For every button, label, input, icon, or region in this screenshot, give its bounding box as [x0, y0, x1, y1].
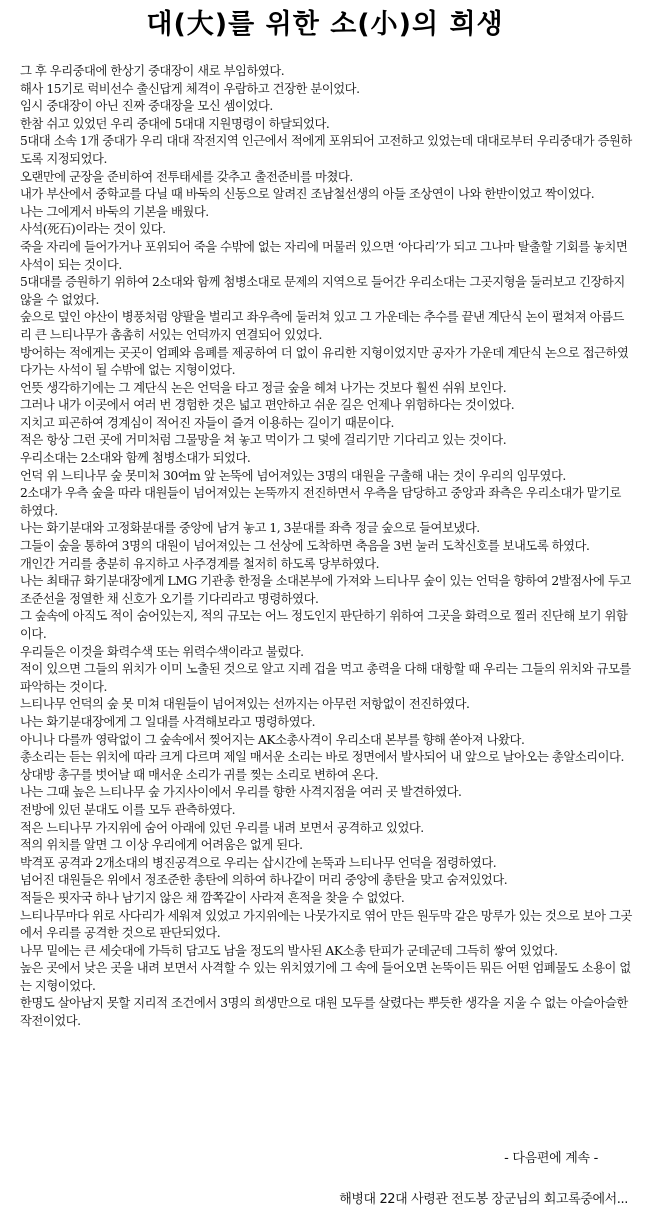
- paragraph: 임시 중대장이 아닌 진짜 중대장을 모신 셈이었다.: [20, 99, 273, 114]
- paragraph: 넘어진 대원들은 위에서 정조준한 총탄에 의하여 하나같이 머리 중앙에 총탄을 맞고 숨져있었다.: [20, 873, 508, 888]
- paragraph: 오랜만에 군장을 준비하여 전투태세를 갖추고 출전준비를 마쳤다.: [20, 169, 353, 184]
- paragraph: 느티나무 언덕의 숲 못 미쳐 대원들이 넘어져있는 선까지는 아무런 저항없이 전진하였다.: [20, 697, 470, 712]
- paragraph: 나는 그에게서 바둑의 기본을 배웠다.: [20, 204, 209, 219]
- article-body: [20, 63, 632, 1031]
- paragraph: 그들이 숲을 통하여 3명의 대원이 넘어져있는 그 선상에 도착하면 축음을 3번 눌러 도착신호를 보내도록 하였다.: [20, 539, 590, 554]
- paragraph: 5대대를 증원하기 위하여 2소대와 함께 첨병소대로 문제의 지역으로 들어간 우리소대는 그곳지형을 둘러보고 긴장하지 않을 수 없었다.: [20, 275, 625, 307]
- source-credit: 해병대 22대 사령관 전도봉 장군님의 회고록중에서...: [339, 1192, 628, 1207]
- paragraph: 2소대가 우측 숲을 따라 대원들이 넘어져있는 논뚝까지 전진하면서 우측을 담당하고 중앙과 좌측은 우리소대가 맡기로 하였다.: [20, 486, 621, 518]
- paragraph: 한참 쉬고 있었던 우리 중대에 5대대 지원명령이 하달되었다.: [20, 116, 330, 131]
- paragraph: 언뜻 생각하기에는 그 계단식 논은 언덕을 타고 정글 숲을 헤쳐 나가는 것보다 훨씬 쉬워 보인다.: [20, 380, 507, 395]
- paragraph: 나는 최태규 화기분대장에게 LMG 기관총 한정을 소대본부에 가져와 느티나무 숲이 있는 언덕을 향하여 2발점사에 두고 조준선을 정열한 채 신호가 오기를 기다리라고 명령하였다.: [20, 574, 631, 606]
- paragraph: 한명도 살아남지 못할 지리적 조건에서 3명의 희생만으로 대원 모두를 살렸다는 뿌듯한 생각을 지울 수 없는 아슬아슬한 작전이었다.: [20, 996, 628, 1029]
- paragraph: 상대방 총구를 벗어날 때 매서운 소리가 귀를 찢는 소리로 변하여 온다.: [20, 767, 379, 782]
- paragraph: 느티나무마다 위로 사다리가 세워져 있었고 가지위에는 나뭇가지로 엮어 만든 원두막 같은 망루가 있는 것으로 보아 그곳에서 우리를 공격한 것으로 판단되었다.: [20, 908, 632, 941]
- paragraph: 높은 곳에서 낮은 곳을 내려 보면서 사격할 수 있는 위치였기에 그 속에 들어오면 논뚝이든 뭐든 어떤 엄폐물도 소용이 없는 지형이었다.: [20, 961, 631, 993]
- paragraph: 사석(死石)이라는 것이 있다.: [20, 222, 166, 237]
- paragraph: 그 후 우리중대에 한상기 중대장이 새로 부임하였다.: [20, 64, 285, 78]
- paragraph: 우리소대는 2소대와 함께 첨병소대가 되었다.: [20, 451, 251, 466]
- paragraph: 개인간 거리를 충분히 유지하고 사주경계를 철저히 하도록 당부하였다.: [20, 556, 380, 571]
- paragraph: 언덕 위 느티나무 숲 못미처 30여m 앞 논뚝에 넘어져있는 3명의 대원을 구출해 내는 것이 우리의 임무였다.: [20, 468, 566, 483]
- paragraph: 전방에 있던 분대도 이를 모두 관측하였다.: [20, 802, 236, 817]
- paragraph: 적들은 핏자국 하나 남기지 않은 채 깜쪽같이 사라져 흔적을 찾을 수 없었다.: [20, 890, 405, 905]
- paragraph: 나는 화기분대와 고정화분대를 중앙에 남겨 놓고 1, 3분대를 좌측 정글 숲으로 들여보냈다.: [20, 521, 480, 536]
- paragraph: 죽을 자리에 들어가거나 포위되어 죽을 수밖에 없는 자리에 머물러 있으면 ‘아다리’가 되고 그나마 탈출할 기회를 놓치면 사석이 되는 것이다.: [20, 239, 628, 272]
- paragraph: 지치고 피곤하여 경계심이 적어진 자들이 즐겨 이용하는 길이기 때문이다.: [20, 415, 394, 430]
- paragraph: 나는 그때 높은 느티나무 숲 가지사이에서 우리를 향한 사격지점을 여러 곳 발견하였다.: [20, 785, 462, 800]
- paragraph: 내가 부산에서 중학교를 다닐 때 바둑의 신동으로 알려진 조남철선생의 아들 조상연이 나와 한반이었고 짝이었다.: [20, 187, 595, 202]
- paragraph: 적은 느티나무 가지위에 숨어 아래에 있던 우리를 내려 보면서 공격하고 있었다.: [20, 820, 424, 835]
- paragraph: 그 숲속에 아직도 적이 숨어있는지, 적의 규모는 어느 정도인지 판단하기 위하여 그곳을 화력으로 찔러 진단해 보기 위함이다.: [20, 609, 628, 641]
- paragraph: 나무 밑에는 큰 세숫대에 가득히 담고도 남을 정도의 발사된 AK소총 탄피가 군데군데 그득히 쌓여 있었다.: [20, 943, 558, 958]
- article-title: 대(大)를 위한 소(小)의 희생: [146, 9, 504, 40]
- paragraph: 적의 위치를 알면 그 이상 우리에게 어려움은 없게 된다.: [20, 838, 303, 853]
- paragraph: 그러나 내가 이곳에서 여러 번 경험한 것은 넓고 편안하고 쉬운 길은 언제나 위험하다는 것이었다.: [20, 398, 515, 413]
- paragraph: 박격포 공격과 2개소대의 병진공격으로 우리는 삽시간에 논뚝과 느티나무 언덕을 점령하였다.: [20, 855, 497, 870]
- paragraph: 5대대 소속 1개 중대가 우리 대대 작전지역 인근에서 적에게 포위되어 고전하고 있었는데 대대로부터 우리중대가 증원하도록 지정되었다.: [20, 134, 632, 166]
- paragraph: 아니나 다를까 영락없이 그 숲속에서 찢어지는 AK소총사격이 우리소대 본부를 향해 쏟아져 나왔다.: [20, 732, 525, 747]
- paragraph: 총소리는 듣는 위치에 따라 크게 다르며 제일 매서운 소리는 바로 정면에서 발사되어 내 앞으로 날아오는 총알소리이다.: [20, 750, 624, 765]
- paragraph: 나는 화기분대장에게 그 일대를 사격해보라고 명령하였다.: [20, 714, 316, 729]
- paragraph: 해사 15기로 럭비선수 출신답게 체격이 우람하고 건장한 분이었다.: [20, 81, 360, 96]
- paragraph: 적은 항상 그런 곳에 거미처럼 그물망을 쳐 놓고 먹이가 그 덫에 걸리기만 기다리고 있는 것이다.: [20, 433, 507, 448]
- paragraph: 우리들은 이것을 화력수색 또는 위력수색이라고 불렀다.: [20, 644, 304, 659]
- paragraph: 숲으로 덮인 야산이 병풍처럼 양팔을 벌리고 좌우측에 둘러쳐 있고 그 가운데는 추수를 끝낸 계단식 논이 펼쳐져 아름드리 큰 느티나무가 촘촘히 서있는 언덕까지 연결되어 있었다.: [20, 310, 624, 342]
- paragraph: 방어하는 적에게는 곳곳이 엄폐와 음폐를 제공하여 더 없이 유리한 지형이었지만 공자가 가운데 계단식 논으로 접근하였다가는 사석이 될 수밖에 없는 지형이었다.: [20, 345, 629, 378]
- paragraph: 적이 있으면 그들의 위치가 이미 노출된 것으로 알고 지레 겁을 먹고 총력을 다해 대항할 때 우리는 그들의 위치와 규모를 파악하는 것이다.: [20, 662, 631, 694]
- to-be-continued-note: - 다음편에 계속 -: [504, 1151, 598, 1166]
